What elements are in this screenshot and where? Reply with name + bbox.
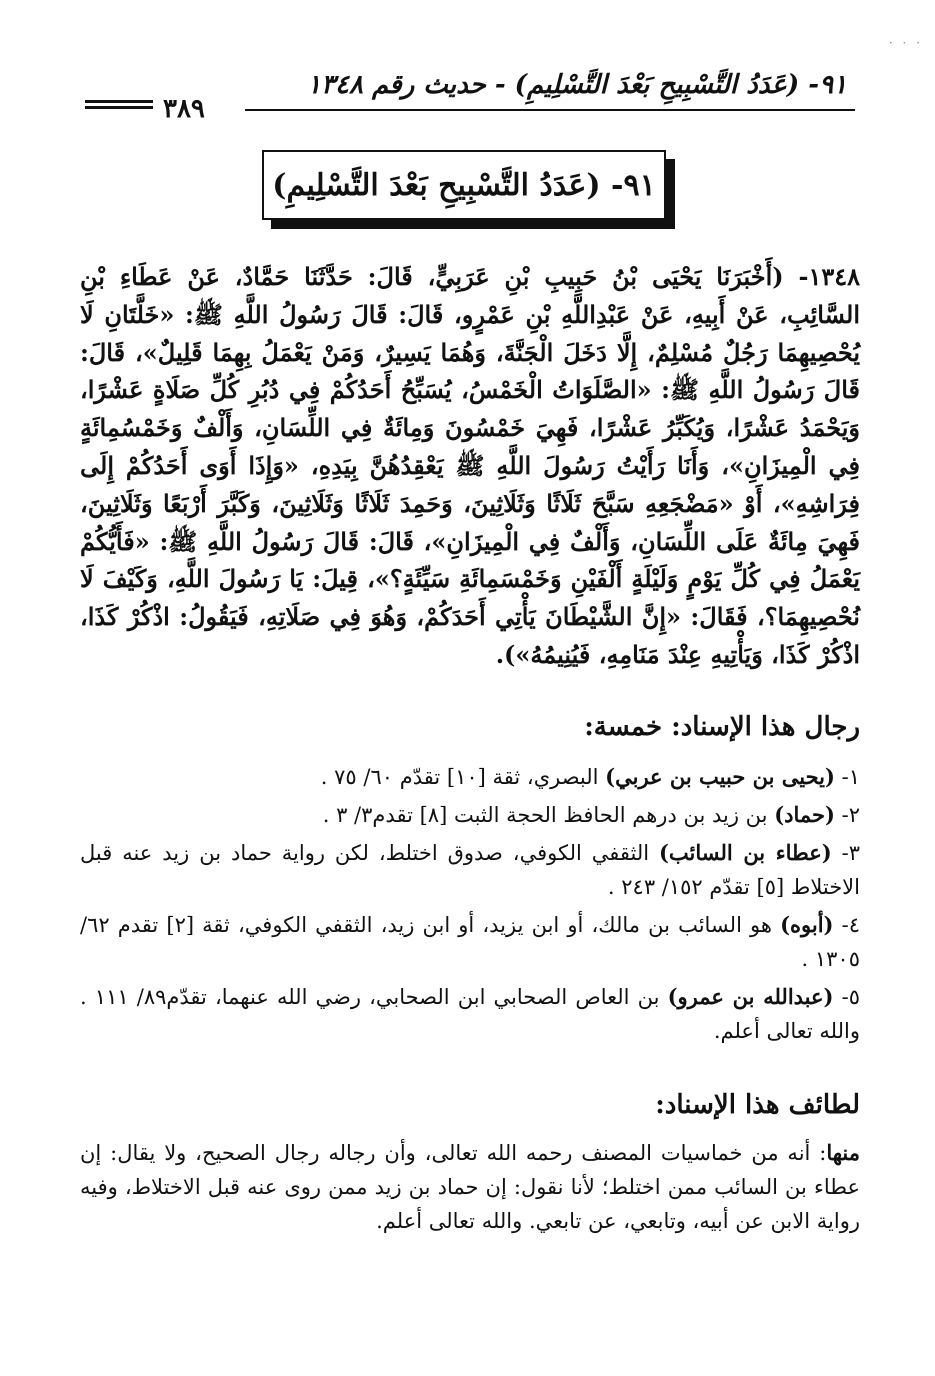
narrator-number: ٥- bbox=[833, 985, 860, 1009]
lataif-lead: منها bbox=[826, 1140, 860, 1165]
narrator-item bbox=[80, 980, 860, 1048]
lataif-heading: لطائف هذا الإسناد: bbox=[655, 1090, 860, 1120]
narrators-list bbox=[80, 760, 860, 1052]
narrator-details: هو السائب بن مالك، أو ابن يزيد، أو ابن زيد، الثقفي الكوفي، ثقة [٢] تقدم ٦٢/ ١٣٠٥ . bbox=[80, 913, 860, 971]
narrator-name: (أبوه) bbox=[780, 912, 834, 937]
narrator-details: بن العاص الصحابي ابن الصحابي، رضي الله عنهما، تقدّم٨٩/ ١١١ . والله تعالى أعلم. bbox=[80, 985, 860, 1043]
scan-mark: · · · bbox=[888, 36, 923, 50]
lataif-paragraph bbox=[80, 1136, 860, 1238]
hadith-text: ١٣٤٨- (أَخْبَرَنَا يَحْيَى بْنُ حَبِيبِ بْنِ عَرَبِيٍّ، قَالَ: حَدَّثَنَا حَمَّادٌ، عَنْ عَطَاءِ بْنِ السَّائِبِ، عَنْ أَبِيهِ، عَنْ عَبْدِاللَّهِ بْنِ عَمْرٍو، قَالَ: قَالَ رَسُولُ اللَّهِ ﷺ: «خَلَّتَانِ لَا يُحْصِيهِمَا رَجُلٌ مُسْلِمٌ، إِلَّا دَخَلَ الْجَنَّةَ، وَهُمَا يَسِيرٌ، وَمَنْ يَعْمَلُ بِهِمَا قَلِيلٌ»، قَالَ: قَالَ رَسُولُ اللَّهِ ﷺ: «الصَّلَوَاتُ الْخَمْسُ، يُسَبِّحُ أَحَدُكُمْ فِي دُبُرِ كُلِّ صَلَاةٍ عَشْرًا، وَيَحْمَدُ عَشْرًا، وَيُكَبِّرُ عَشْرًا، فَهِيَ خَمْسُونَ وَمِائَةٌ فِي اللِّسَانِ، وَأَلْفٌ وَخَمْسُمِائَةٍ فِي الْمِيزَانِ»، وَأَنَا رَأَيْتُ رَسُولَ اللَّهِ ﷺ يَعْقِدُهُنَّ بِيَدِهِ، «وَإِذَا أَوَى أَحَدُكُمْ إِلَى فِرَاشِهِ»، أَوْ «مَضْجَعِهِ سَبَّحَ ثَلَاثًا وَثَلَاثِينَ، وَحَمِدَ ثَلَاثًا وَثَلَاثِينَ، وَكَبَّرَ أَرْبَعًا وَثَلَاثِينَ، فَهِيَ مِائَةٌ عَلَى اللِّسَانِ، وَأَلْفٌ فِي الْمِيزَانِ»، قَالَ: قَالَ رَسُولُ اللَّهِ ﷺ: «فَأَيُّكُمْ يَعْمَلُ فِي كُلِّ يَوْمٍ وَلَيْلَةٍ أَلْفَيْنِ وَخَمْسَمِائَةِ سَيِّئَةٍ؟»، قِيلَ: يَا رَسُولَ اللَّهِ، وَكَيْفَ لَا نُحْصِيهِمَا؟، فَقَالَ: «إِنَّ الشَّيْطَانَ يَأْتِي أَحَدَكُمْ، وَهُوَ فِي صَلَاتِهِ، فَيَقُولُ: اذْكُرْ كَذَا، اذْكُرْ كَذَا، وَيَأْتِيهِ عِنْدَ مَنَامِهِ، فَيُنِيمُهُ»). bbox=[80, 262, 861, 669]
chapter-title-box bbox=[262, 150, 666, 220]
narrator-number: ٣- bbox=[831, 841, 860, 865]
narrator-number: ٤- bbox=[833, 913, 860, 937]
narrator-item bbox=[80, 836, 860, 904]
lataif-body: : أنه من خماسيات المصنف رحمه الله تعالى، وأن رجاله رجال الصحيح، ولا يقال: إن عطاء بن السائب ممن اختلط؛ لأنا نقول: إن حماد بن زيد ممن روى عنه قبل الاختلاط، وفيه رواية الابن عن أبيه، وتابعي، عن تابعي. والله تعالى أعلم. bbox=[80, 1141, 860, 1233]
chapter-title: ٩١- (عَدَدُ التَّسْبِيحِ بَعْدَ التَّسْلِيمِ) bbox=[272, 167, 656, 203]
narrators-heading: رجال هذا الإسناد: خمسة: bbox=[584, 712, 860, 742]
narrator-name: (عطاء بن السائب) bbox=[658, 840, 832, 865]
page-number: ٣٨٩ bbox=[163, 94, 205, 124]
running-header bbox=[85, 66, 855, 126]
narrator-name: (حماد) bbox=[774, 802, 835, 827]
header-double-bar bbox=[85, 100, 153, 112]
lataif-text bbox=[80, 1136, 860, 1238]
narrator-details: البصري، ثقة [١٠] تقدّم ٦٠/ ٧٥ . bbox=[320, 765, 606, 789]
narrator-item bbox=[80, 798, 860, 832]
narrator-number: ١- bbox=[834, 765, 860, 789]
narrator-name: (يحيى بن حبيب بن عربي) bbox=[605, 764, 835, 789]
narrator-number: ٢- bbox=[834, 803, 860, 827]
narrator-item bbox=[80, 908, 860, 976]
narrator-details: بن زيد بن درهم الحافظ الحجة الثبت [٨] تقدم٣/ ٣ . bbox=[322, 803, 775, 827]
narrator-item bbox=[80, 760, 860, 794]
header-rule bbox=[245, 109, 855, 111]
narrator-name: (عبدالله بن عمرو) bbox=[667, 984, 834, 1009]
narrator-details: الثقفي الكوفي، صدوق اختلط، لكن رواية حماد بن زيد عنه قبل الاختلاط [٥] تقدّم ١٥٢/ ٢٤٣ . bbox=[80, 841, 860, 899]
running-title: ٩١- (عَدَدُ التَّسْبِيحِ بَعْدَ التَّسْلِيمِ) - حديث رقم ١٣٤٨ bbox=[307, 70, 847, 100]
